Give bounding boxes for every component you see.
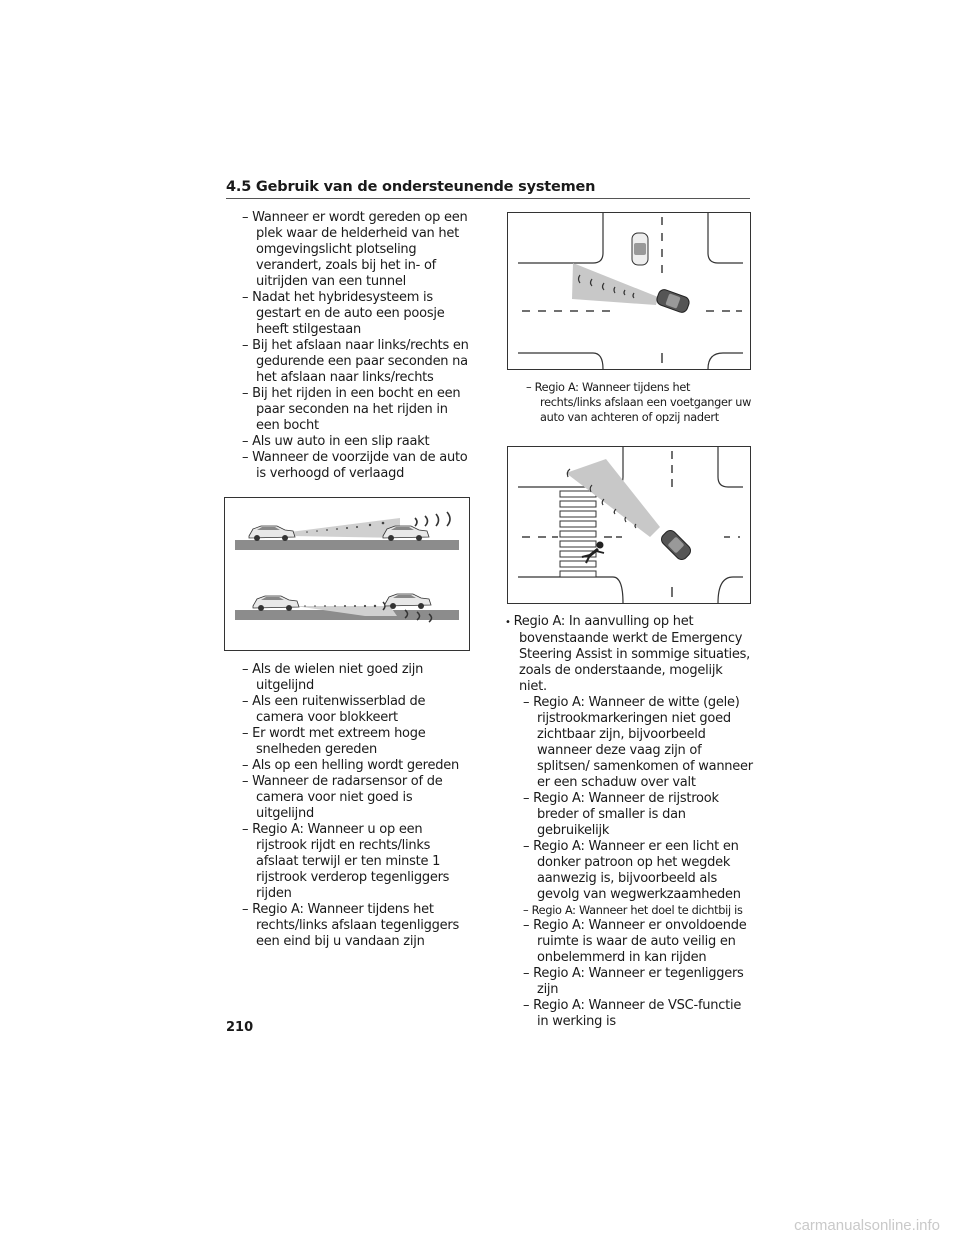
list-item: – Regio A: Wanneer u op een rijstrook rijdt en rechts/links afslaat terwijl er ten minste 1 rijstrook verderop tegenliggers rijden: [242, 822, 472, 902]
list-item: – Nadat het hybridesysteem is gestart en de auto een poosje heeft stilgestaan: [242, 290, 472, 338]
list-item: – Regio A: Wanneer de witte (gele) rijstrookmarkeringen niet goed zichtbaar zijn, bijvoorbeeld wanneer deze vaag zijn of splitsen/ samenkomen of wanneer er een schaduw over valt: [523, 695, 753, 791]
car-icon: [385, 594, 431, 609]
list-item: – Regio A: Wanneer er een licht en donker patroon op het wegdek aanwezig is, bijvoorbeeld als gevolg van wegwerkzaamheden: [523, 839, 753, 903]
car-radar-figure: [224, 497, 470, 651]
list-item: – Wanneer er wordt gereden op een plek waar de helderheid van het omgevingslicht plotseling verandert, zoals bij het in- of uitrijden van een tunnel: [242, 210, 472, 290]
list-item: – Bij het rijden in een bocht en een paar seconden na het rijden in een bocht: [242, 386, 472, 434]
list-item: – Wanneer de voorzijde van de auto is verhoogd of verlaagd: [242, 450, 472, 482]
turning-car-figure: [507, 212, 751, 370]
list-item: – Regio A: Wanneer de rijstrook breder of smaller is dan gebruikelijk: [523, 791, 753, 839]
list-item: – Bij het afslaan naar links/rechts en gedurende een paar seconden na het afslaan naar links/rechts: [242, 338, 472, 386]
left-list-b: [240, 662, 472, 950]
watermark: carmanualsonline.info: [794, 1217, 940, 1234]
figure-caption: [524, 380, 754, 425]
car-icon: [655, 288, 691, 314]
car-icon: [632, 233, 648, 265]
list-item: – Als uw auto in een slip raakt: [242, 434, 472, 450]
bullet-item: • Regio A: In aanvulling op het bovenstaande werkt de Emergency Steering Assist in sommige situaties, zoals de onderstaande, mogelijk niet.: [505, 614, 753, 695]
car-icon: [253, 596, 299, 611]
list-item: – Regio A: Wanneer tijdens het rechts/links afslaan een voetganger uw auto van achteren of opzij nadert: [526, 380, 754, 425]
list-item: – Regio A: Wanneer er tegenliggers zijn: [523, 966, 753, 998]
list-item: – Als de wielen niet goed zijn uitgelijnd: [242, 662, 472, 694]
list-item: – Wanneer de radarsensor of de camera voor niet goed is uitgelijnd: [242, 774, 472, 822]
list-item: – Regio A: Wanneer de VSC-functie in werking is: [523, 998, 753, 1030]
section-header: 4.5 Gebruik van de ondersteunende systemen: [226, 179, 596, 195]
car-icon: [383, 526, 429, 541]
list-item: – Regio A: Wanneer tijdens het rechts/links afslaan tegenliggers een eind bij u vandaan zijn: [242, 902, 472, 950]
right-bullet-section: [505, 614, 753, 1030]
page-number: 210: [226, 1020, 254, 1035]
car-icon: [249, 526, 295, 541]
list-item: – Er wordt met extreem hoge snelheden gereden: [242, 726, 472, 758]
header-divider: [226, 198, 750, 199]
left-list-a: [240, 210, 472, 482]
list-item: – Als een ruitenwisserblad de camera voor blokkeert: [242, 694, 472, 726]
pedestrian-figure: [507, 446, 751, 604]
list-item: – Regio A: Wanneer het doel te dichtbij is: [523, 903, 753, 918]
list-item: – Als op een helling wordt gereden: [242, 758, 472, 774]
list-item: – Regio A: Wanneer er onvoldoende ruimte is waar de auto veilig en onbelemmerd in kan rijden: [523, 918, 753, 966]
car-icon: [659, 528, 693, 562]
